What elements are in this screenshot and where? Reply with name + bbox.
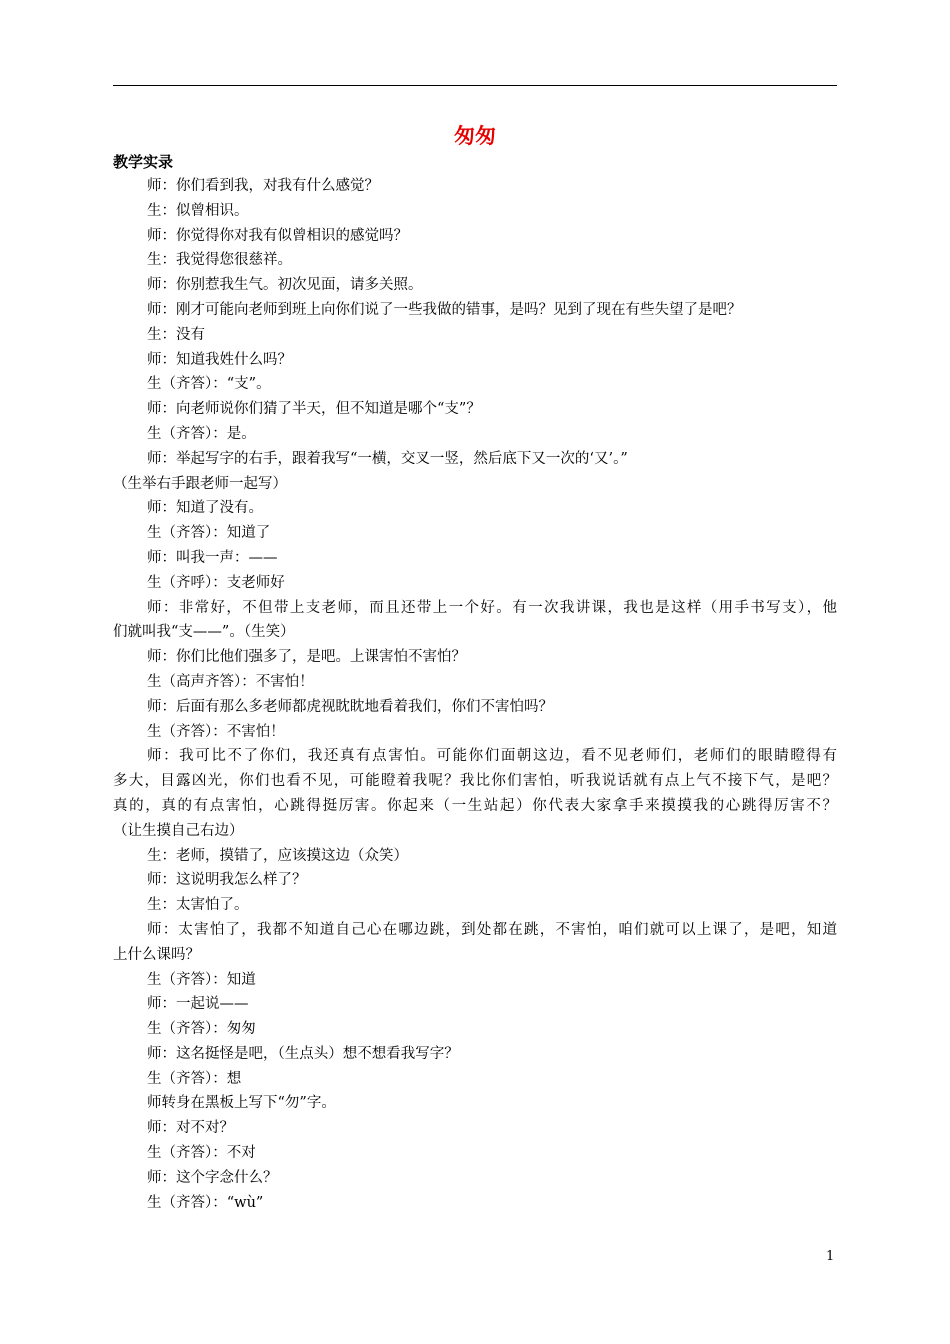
transcript-line: 师：这名挺怪是吧，（生点头）想不想看我写字？ bbox=[147, 1045, 459, 1062]
page-number: 1 bbox=[826, 1249, 835, 1264]
transcript-line: 生：没有 bbox=[147, 326, 205, 343]
transcript-line: 师：知道我姓什么吗？ bbox=[147, 351, 292, 368]
transcript-line: 生（齐答）：不害怕！ bbox=[147, 723, 285, 740]
transcript-line: 师：你别惹我生气。初次见面，请多关照。 bbox=[147, 277, 423, 294]
transcript-line: 生（齐答）：不对 bbox=[147, 1145, 256, 1162]
transcript-line: 多大，目露凶光，你们也看不见，可能瞪着我呢？我比你们害怕，听我说话就有点上气不接下气，是吧？ bbox=[113, 773, 837, 790]
transcript-line: 师：非常好，不但带上支老师，而且还带上一个好。有一次我讲课，我也是这样（用手书写支），他 bbox=[147, 599, 837, 616]
transcript-line: 生（齐答）：“wù” bbox=[147, 1194, 264, 1211]
transcript-line: 生：似曾相识。 bbox=[147, 202, 249, 219]
transcript-line: 师：后面有那么多老师都虎视眈眈地看着我们，你们不害怕吗？ bbox=[147, 698, 553, 715]
transcript-line: 师：刚才可能向老师到班上向你们说了一些我做的错事，是吗？见到了现在有些失望了是吧？ bbox=[147, 301, 742, 318]
transcript-line: 生：老师，摸错了，应该摸这边（众笑） bbox=[147, 847, 408, 864]
transcript-line: （生举右手跟老师一起写） bbox=[113, 475, 287, 492]
transcript-line: 生（齐呼）：支老师好 bbox=[147, 574, 285, 591]
transcript-line: 生（齐答）：知道了 bbox=[147, 525, 271, 542]
transcript-line: 师：一起说—— bbox=[147, 996, 249, 1013]
transcript-line: 上什么课吗？ bbox=[113, 946, 200, 963]
transcript-line: 师转身在黑板上写下“勿”字。 bbox=[147, 1095, 336, 1112]
transcript-line: 师：举起写字的右手，跟着我写“一横，交叉一竖，然后底下又一次的‘又’。” bbox=[147, 450, 628, 467]
transcript-line: 师：太害怕了，我都不知道自己心在哪边跳，到处都在跳，不害怕，咱们就可以上课了，是吧，知道 bbox=[147, 921, 837, 938]
transcript-line: 师：你们比他们强多了，是吧。上课害怕不害怕？ bbox=[147, 649, 466, 666]
transcript-line: 生（齐答）：匆匆 bbox=[147, 1021, 256, 1038]
transcript-line: 生：我觉得您很慈祥。 bbox=[147, 252, 292, 269]
transcript-line: 师：这个字念什么？ bbox=[147, 1169, 278, 1186]
transcript-line: 生：太害怕了。 bbox=[147, 897, 249, 914]
transcript-line: 生（高声齐答）：不害怕！ bbox=[147, 673, 314, 690]
transcript-line: 真的，真的有点害怕，心跳得挺厉害。你起来（一生站起）你代表大家拿手来摸摸我的心跳得厉害不？ bbox=[113, 797, 837, 814]
document-title: 匆匆 bbox=[454, 123, 496, 148]
transcript-line: 生（齐答）：知道 bbox=[147, 971, 256, 988]
transcript-line: 师：你觉得你对我有似曾相识的感觉吗？ bbox=[147, 227, 408, 244]
header-rule bbox=[113, 85, 837, 86]
transcript-line: 生（齐答）：想 bbox=[147, 1070, 242, 1087]
transcript-line: 师：我可比不了你们，我还真有点害怕。可能你们面朝这边，看不见老师们，老师们的眼睛瞪得有 bbox=[147, 748, 837, 765]
transcript-line: 们就叫我“支——”。（生笑） bbox=[113, 624, 295, 641]
transcript-line: 生（齐答）：是。 bbox=[147, 425, 256, 442]
transcript-line: 生（齐答）：“支”。 bbox=[147, 376, 271, 393]
transcript-line: （让生摸自己右边） bbox=[113, 822, 244, 839]
transcript-line: 师：你们看到我，对我有什么感觉？ bbox=[147, 178, 379, 194]
transcript-body bbox=[113, 174, 837, 1215]
transcript-line: 师：这说明我怎么样了？ bbox=[147, 872, 307, 889]
transcript-line: 师：对不对？ bbox=[147, 1120, 234, 1137]
transcript-line: 师：叫我一声：—— bbox=[147, 549, 278, 566]
transcript-line: 师：向老师说你们猜了半天，但不知道是哪个“支”？ bbox=[147, 401, 481, 418]
section-heading: 教学实录 bbox=[113, 153, 174, 171]
transcript-line: 师：知道了没有。 bbox=[147, 500, 263, 517]
